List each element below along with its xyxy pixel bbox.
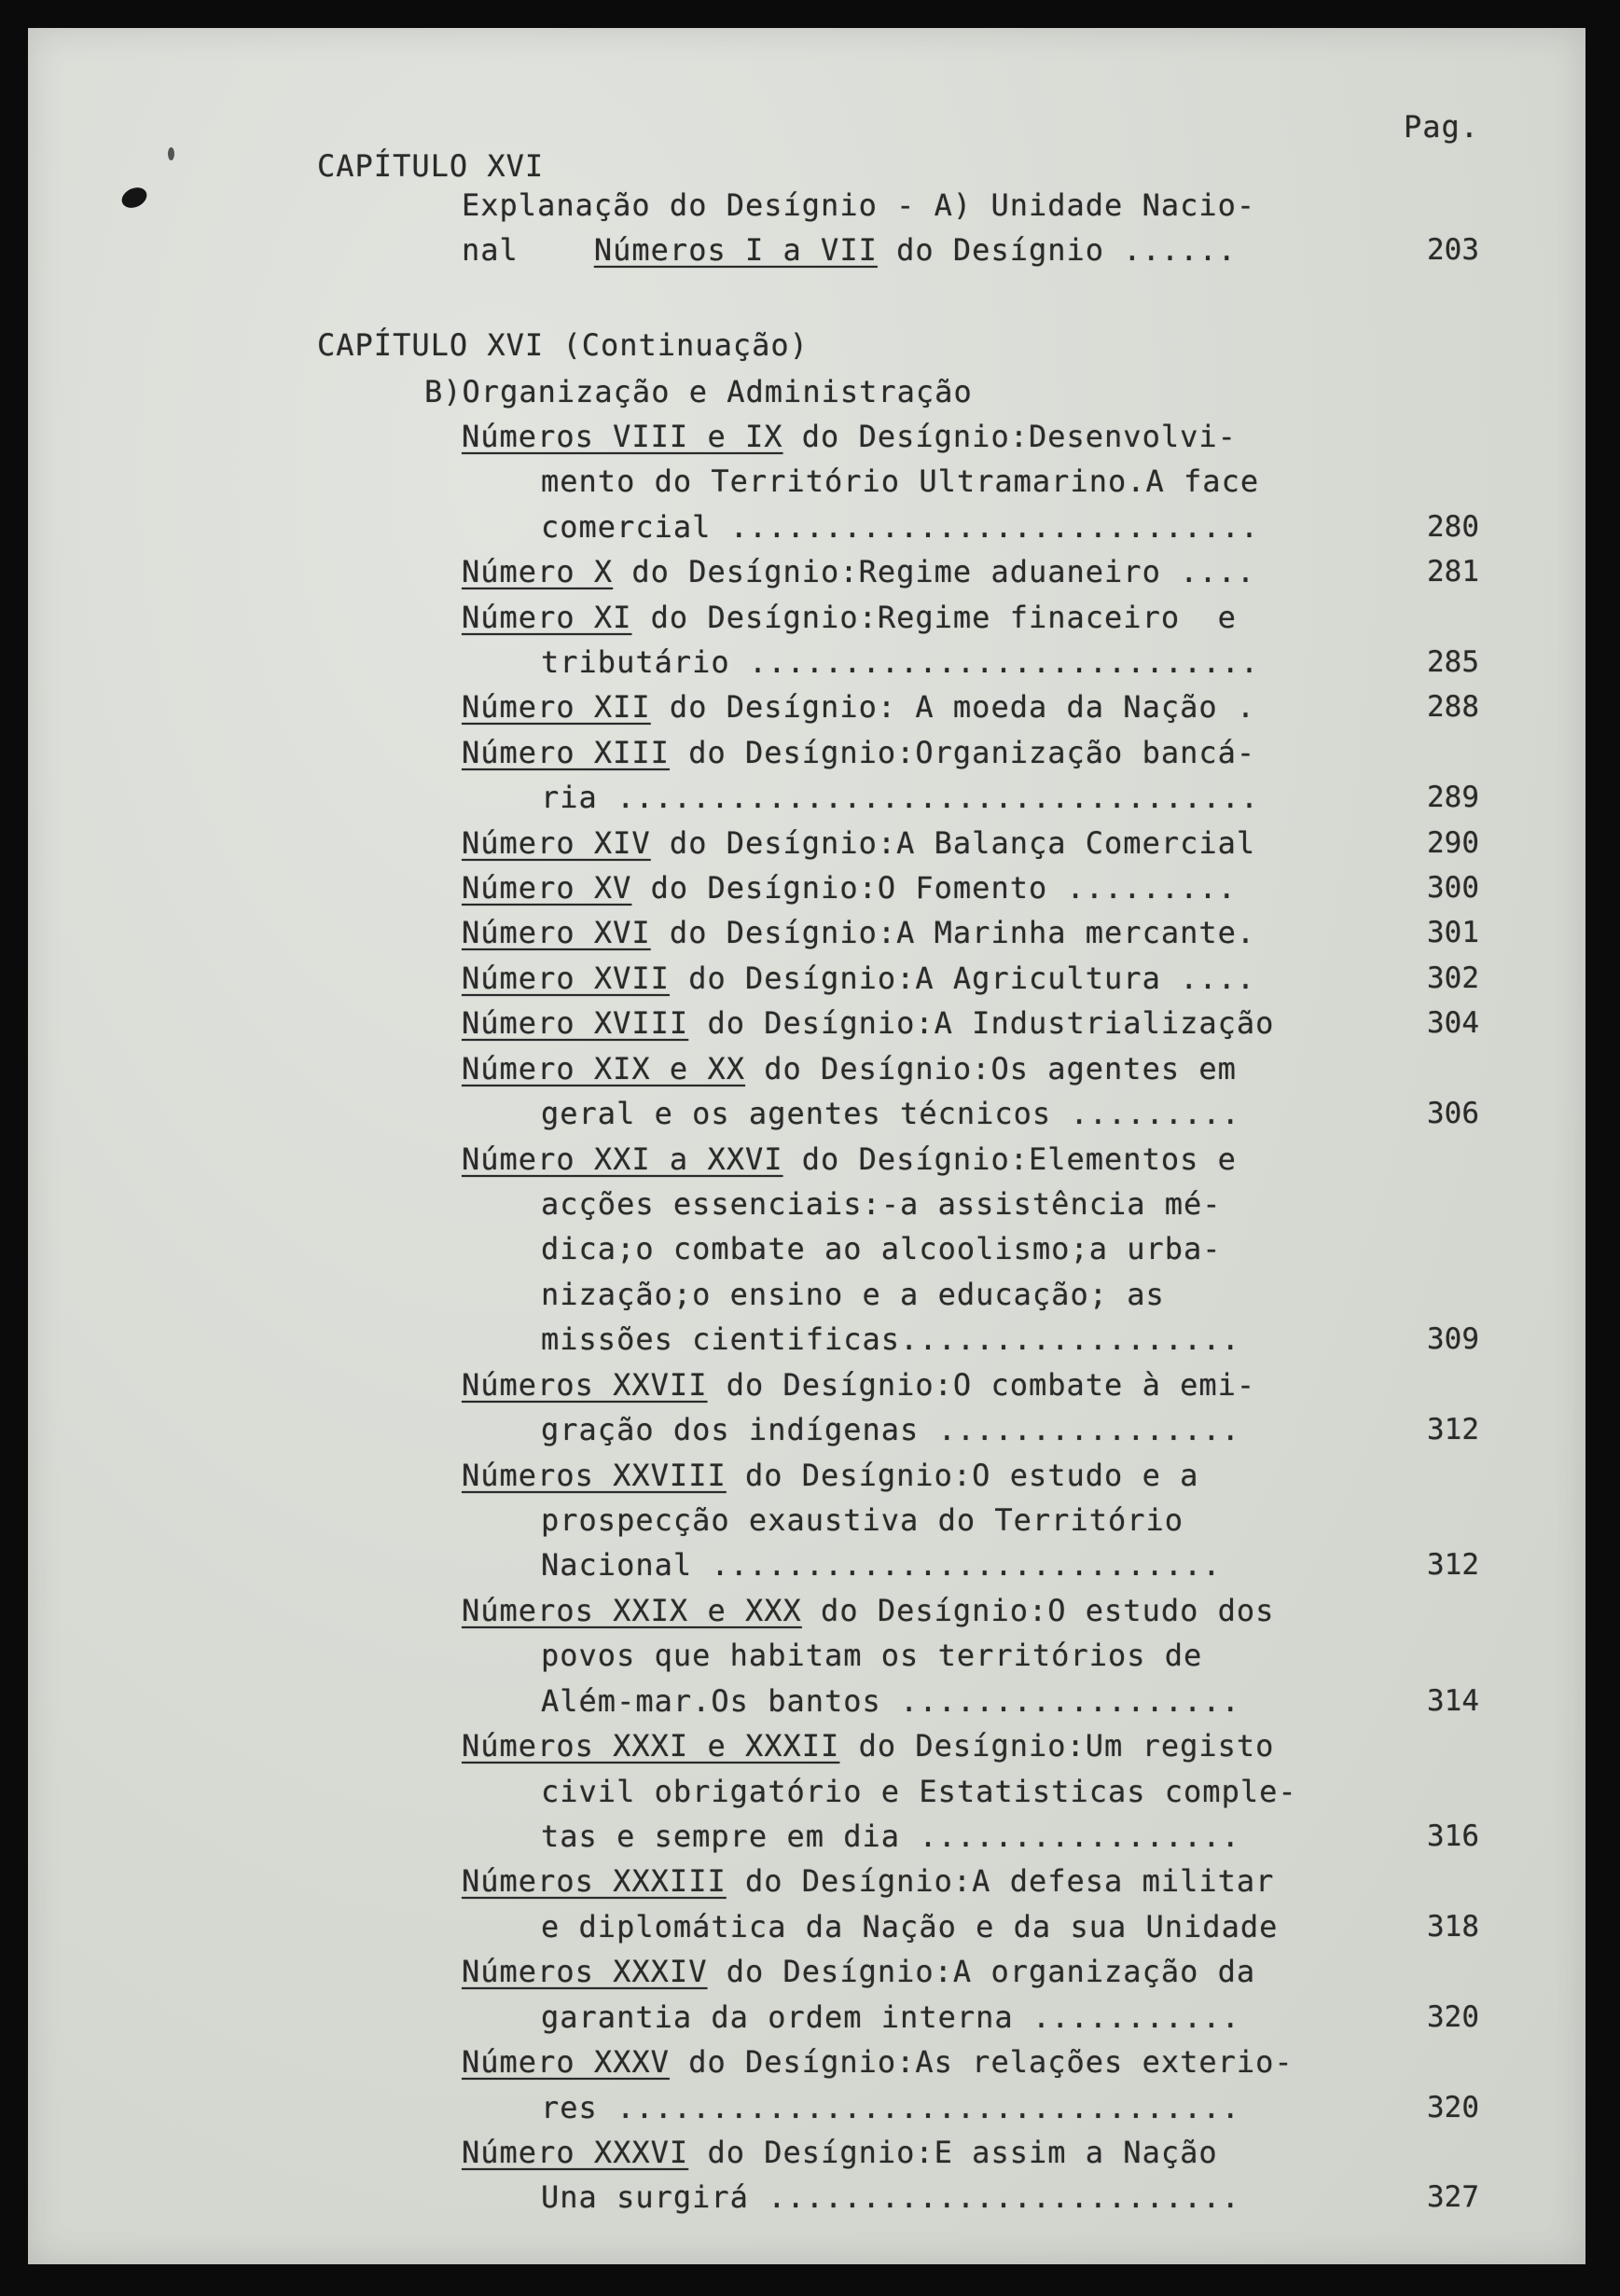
toc-item-number: Número XXI a XXVI [462, 1141, 783, 1177]
toc-line [462, 1050, 1237, 1087]
toc-page-number: 316 [1427, 1819, 1479, 1853]
toc-text: tributário ........................... [541, 644, 1260, 680]
toc-text: e diplomática da Nação e da sua Unidade [541, 1909, 1279, 1944]
toc-text: res ................................. [541, 2090, 1240, 2125]
toc-text: Além-mar.Os bantos .................. [541, 1683, 1240, 1719]
toc-text: do Desígnio: A moeda da Nação . [650, 689, 1256, 725]
toc-page-number: 320 [1427, 2000, 1479, 2034]
toc-text: do Desígnio:Os agentes em [744, 1051, 1237, 1086]
toc-text: dica;o combate ao alcoolismo;a urba- [541, 1231, 1222, 1266]
toc-line [541, 1999, 1240, 2036]
toc-line [462, 1457, 1198, 1494]
toc-text: comercial ............................ [541, 509, 1260, 545]
toc-text: do Desígnio:O Fomento ......... [631, 870, 1237, 906]
toc-item-number: Número XV [462, 870, 632, 906]
toc-text: do Desígnio:A Agricultura .... [669, 961, 1256, 996]
toc-page-number: 312 [1427, 1413, 1479, 1446]
toc-page-number: 300 [1427, 871, 1479, 905]
toc-text: garantia da ordem interna ........... [541, 1999, 1240, 2035]
toc-line [462, 1953, 1255, 1990]
toc-line [462, 1004, 1274, 1042]
toc-text: do Desígnio:O estudo dos [801, 1593, 1275, 1628]
toc-page-number: 290 [1427, 826, 1479, 860]
toc-page-number: 289 [1427, 781, 1479, 814]
toc-item-number: Número XI [462, 600, 632, 635]
toc-item-number: Números XXIX e XXX [462, 1593, 802, 1628]
toc-line [541, 1276, 1165, 1313]
toc-text: do Desígnio:Desenvolvi- [782, 419, 1237, 454]
toc-line [462, 187, 1255, 224]
ink-blot [118, 184, 150, 212]
toc-page-number: 280 [1427, 510, 1479, 544]
toc-line [541, 463, 1259, 500]
toc-line [462, 1727, 1274, 1764]
toc-line [462, 688, 1255, 726]
toc-line [541, 1095, 1240, 1132]
toc-page-number: 281 [1427, 555, 1479, 588]
toc-item-number: Número XIII [462, 735, 670, 770]
toc-item-number: Números XXXIII [462, 1863, 727, 1899]
toc-page-number: 304 [1427, 1006, 1479, 1040]
toc-text: civil obrigatório e Estatisticas comple- [541, 1774, 1297, 1809]
toc-text: do Desígnio:Regime finaceiro e [631, 600, 1237, 635]
toc-line [462, 960, 1255, 997]
toc-text: do Desígnio:Organização bancá- [669, 735, 1256, 770]
toc-item-number: Número XVII [462, 961, 670, 996]
toc-text: do Desígnio ...... [877, 232, 1237, 268]
toc-item-number: Número XIX e XX [462, 1051, 745, 1086]
page-number-header: Pag. [1404, 109, 1480, 145]
toc-line [462, 1862, 1274, 1900]
toc-line [541, 1501, 1184, 1539]
toc-item-number: Números XXXIV [462, 1954, 708, 1989]
toc-line [541, 779, 1259, 816]
toc-line [541, 1682, 1240, 1720]
toc-item-number: Número XVI [462, 915, 651, 950]
toc-text: do Desígnio:E assim a Nação [688, 2135, 1218, 2170]
section-subheading: B)Organização e Administração [424, 374, 973, 409]
toc-item-number: Número XXXVI [462, 2135, 689, 2170]
toc-text: prospecção exaustiva do Território [541, 1502, 1184, 1538]
toc-text: do Desígnio:A organização da [707, 1954, 1256, 1989]
toc-text: do Desígnio:Regime aduaneiro .... [613, 554, 1256, 589]
toc-item-number: Números XXVIII [462, 1458, 727, 1493]
toc-page-number: 302 [1427, 961, 1479, 995]
toc-text: geral e os agentes técnicos ......... [541, 1096, 1240, 1131]
toc-item-number: Números I a VII [593, 232, 878, 268]
toc-line [541, 643, 1259, 681]
toc-page-number: 288 [1427, 690, 1479, 724]
toc-line [541, 1411, 1240, 1448]
ink-mark [168, 147, 174, 160]
toc-text: missões cientificas.................. [541, 1321, 1240, 1357]
toc-line [462, 914, 1255, 951]
toc-page-number: 301 [1427, 916, 1479, 949]
toc-page-number: 309 [1427, 1322, 1479, 1356]
toc-line [541, 1773, 1297, 1810]
toc-text: do Desígnio:O estudo e a [726, 1458, 1199, 1493]
toc-text: mento do Território Ultramarino.A face [541, 463, 1260, 499]
toc-line [541, 2178, 1240, 2216]
toc-item-number: Números VIII e IX [462, 419, 783, 454]
toc-text: do Desígnio:Um registo [839, 1728, 1275, 1763]
toc-text: do Desígnio:A Industrialização [688, 1005, 1275, 1041]
toc-text: Una surgirá ......................... [541, 2179, 1240, 2215]
toc-text: do Desígnio:A Balança Comercial [650, 825, 1256, 861]
toc-line [462, 1366, 1255, 1404]
toc-page-number: 306 [1427, 1097, 1479, 1130]
toc-page-number: 312 [1427, 1548, 1479, 1582]
toc-line [541, 1546, 1222, 1584]
toc-text: tas e sempre em dia ................. [541, 1819, 1240, 1854]
toc-line [541, 1818, 1240, 1855]
toc-line [541, 1185, 1222, 1223]
toc-line [462, 1141, 1237, 1178]
toc-page-number: 320 [1427, 2091, 1479, 2124]
toc-line [462, 2134, 1218, 2171]
toc-text: do Desígnio:O combate à emi- [707, 1367, 1256, 1403]
toc-line [462, 2043, 1294, 2081]
toc-text: ria .................................. [541, 780, 1260, 815]
toc-page-number: 314 [1427, 1684, 1479, 1718]
toc-line [541, 1637, 1202, 1674]
toc-text: acções essenciais:-a assistência mé- [541, 1186, 1222, 1222]
toc-item-number: Número XIV [462, 825, 651, 861]
toc-text: nal [462, 232, 594, 268]
toc-item-number: Números XXXI e XXXII [462, 1728, 840, 1763]
toc-line [462, 231, 1237, 269]
toc-line [541, 1908, 1278, 1945]
toc-item-number: Número XXXV [462, 2044, 670, 2080]
toc-line [462, 1592, 1274, 1629]
toc-text: Explanação do Desígnio - A) Unidade Nacio- [462, 187, 1256, 223]
toc-line [541, 508, 1259, 546]
chapter-heading-continuation: CAPÍTULO XVI (Continuação) [317, 327, 809, 363]
toc-item-number: Número X [462, 554, 614, 589]
toc-line [541, 1230, 1222, 1267]
toc-text: do Desígnio:As relações exterio- [669, 2044, 1294, 2080]
toc-line [462, 599, 1237, 636]
toc-line [541, 1321, 1240, 1358]
toc-page-number: 203 [1427, 233, 1479, 267]
toc-line [462, 869, 1237, 906]
toc-line [462, 418, 1237, 455]
toc-line [462, 734, 1255, 771]
toc-page-number: 318 [1427, 1910, 1479, 1943]
toc-text: gração dos indígenas ................ [541, 1412, 1240, 1447]
toc-text: do Desígnio:A Marinha mercante. [650, 915, 1256, 950]
toc-text: nização;o ensino e a educação; as [541, 1277, 1165, 1312]
toc-item-number: Números XXVII [462, 1367, 708, 1403]
toc-text: povos que habitam os territórios de [541, 1638, 1203, 1673]
toc-line [462, 553, 1255, 590]
toc-item-number: Número XII [462, 689, 651, 725]
document-page [28, 28, 1585, 2264]
toc-text: do Desígnio:Elementos e [782, 1141, 1237, 1177]
toc-text: Nacional ........................... [541, 1547, 1222, 1583]
toc-page-number: 327 [1427, 2180, 1479, 2214]
chapter-heading: CAPÍTULO XVI [317, 148, 545, 184]
toc-line [462, 824, 1255, 862]
toc-text: do Desígnio:A defesa militar [726, 1863, 1275, 1899]
toc-item-number: Número XVIII [462, 1005, 689, 1041]
toc-page-number: 285 [1427, 645, 1479, 679]
toc-line [541, 2089, 1240, 2126]
